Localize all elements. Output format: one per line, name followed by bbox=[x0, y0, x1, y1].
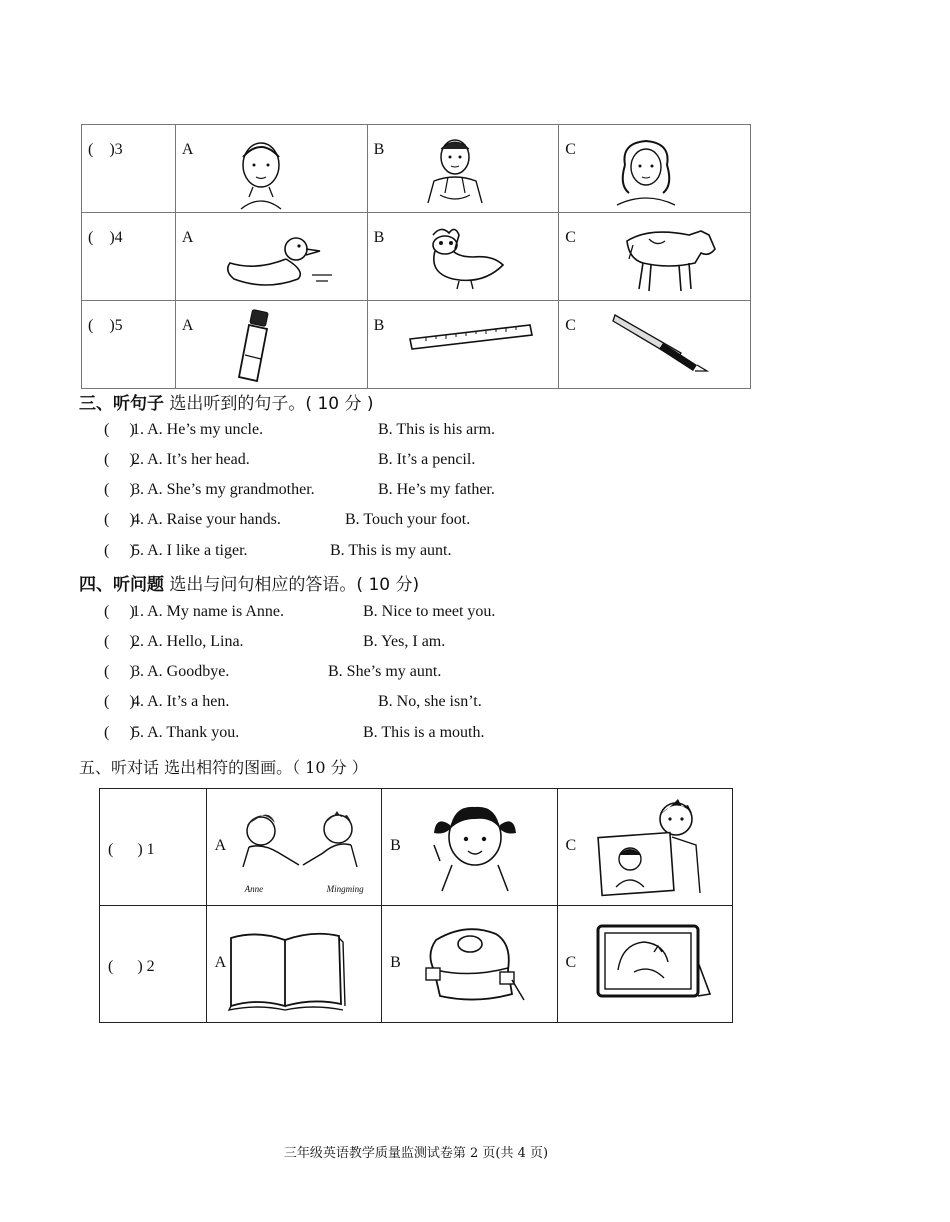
option-letter: C bbox=[565, 141, 576, 158]
answer-bracket[interactable]: ( ) bbox=[104, 451, 135, 468]
question-number: ( )5 bbox=[88, 317, 123, 334]
option-c[interactable] bbox=[559, 125, 751, 213]
option-a-text: 3. A. She’s my grandmother. bbox=[132, 481, 315, 498]
option-a-text: 3. A. Goodbye. bbox=[132, 663, 230, 680]
question-row bbox=[100, 789, 733, 906]
option-a-text: 4. A. It’s a hen. bbox=[132, 693, 230, 710]
option-a-text: 2. A. Hello, Lina. bbox=[132, 633, 244, 650]
cow-icon bbox=[619, 219, 719, 295]
question-row bbox=[82, 301, 751, 389]
option-a-text: 2. A. It’s her head. bbox=[132, 451, 250, 468]
option-b[interactable] bbox=[367, 213, 559, 301]
question-number: ( ) 2 bbox=[108, 958, 155, 975]
question-row bbox=[82, 213, 751, 301]
option-letter: C bbox=[565, 837, 577, 854]
option-letter: A bbox=[214, 837, 227, 854]
option-c[interactable] bbox=[557, 789, 732, 906]
duck-icon bbox=[216, 231, 336, 291]
option-a[interactable] bbox=[175, 213, 367, 301]
option-letter: B bbox=[373, 229, 385, 246]
answer-bracket[interactable]: ( ) bbox=[104, 663, 135, 680]
option-letter: C bbox=[565, 229, 576, 246]
answer-bracket[interactable]: ( ) bbox=[104, 481, 135, 498]
photo-frame-icon bbox=[594, 922, 714, 1002]
option-b-text: B. Touch your foot. bbox=[345, 511, 471, 528]
option-a[interactable] bbox=[175, 125, 367, 213]
schoolbag-icon bbox=[416, 920, 526, 1006]
option-a-text: 1. A. He’s my uncle. bbox=[132, 421, 264, 438]
option-a-text: 5. A. Thank you. bbox=[132, 724, 240, 741]
answer-bracket[interactable]: ( ) bbox=[104, 511, 135, 528]
doctor-portrait-icon bbox=[420, 133, 490, 205]
question-number: ( ) 1 bbox=[108, 841, 155, 858]
answer-bracket[interactable]: ( ) bbox=[104, 693, 135, 710]
option-letter: A bbox=[181, 141, 194, 158]
option-b-text: B. He’s my father. bbox=[378, 481, 495, 498]
question-row bbox=[100, 906, 733, 1023]
option-c[interactable] bbox=[559, 213, 751, 301]
section-title-listen-sentences: 三、听句子 选出听到的句子。( 10 分 ) bbox=[79, 394, 374, 414]
option-letter: B bbox=[373, 141, 385, 158]
option-letter: B bbox=[373, 317, 385, 334]
option-a[interactable] bbox=[175, 301, 367, 389]
open-book-icon bbox=[227, 928, 347, 1012]
answer-bracket[interactable]: ( ) bbox=[104, 542, 135, 559]
option-a[interactable] bbox=[206, 906, 381, 1023]
option-c[interactable] bbox=[557, 906, 732, 1023]
girl-waving-icon bbox=[430, 795, 520, 899]
caption-anne: Anne bbox=[244, 884, 264, 894]
option-letter: A bbox=[181, 317, 194, 334]
option-letter: B bbox=[390, 837, 401, 854]
option-letter: B bbox=[390, 954, 401, 971]
option-b-text: B. This is his arm. bbox=[378, 421, 496, 438]
option-b[interactable] bbox=[367, 125, 559, 213]
option-a[interactable] bbox=[206, 789, 381, 906]
section-title-listen-questions: 四、听问题 选出与问句相应的答语。( 10 分) bbox=[79, 575, 420, 595]
question-number: ( )4 bbox=[88, 229, 123, 246]
answer-bracket[interactable]: ( ) bbox=[104, 421, 135, 438]
answer-bracket[interactable]: ( ) bbox=[104, 724, 135, 741]
page-footer: 三年级英语教学质量监测试卷第 2 页(共 4 页) bbox=[283, 1146, 549, 1161]
pen-icon bbox=[611, 309, 711, 375]
option-letter: A bbox=[214, 954, 227, 971]
option-c[interactable] bbox=[559, 301, 751, 389]
option-b-text: B. Nice to meet you. bbox=[363, 603, 496, 620]
boy-portrait-icon bbox=[231, 135, 291, 210]
caption-mingming: Mingming bbox=[326, 884, 364, 894]
hen-icon bbox=[423, 221, 513, 291]
dialogue-picture-table bbox=[99, 788, 733, 1023]
option-a-text: 1. A. My name is Anne. bbox=[132, 603, 284, 620]
option-letter: C bbox=[565, 954, 577, 971]
option-letter: A bbox=[181, 229, 194, 246]
option-b-text: B. She’s my aunt. bbox=[328, 663, 442, 680]
picture-choice-table bbox=[81, 124, 751, 389]
option-b-text: B. This is my aunt. bbox=[330, 542, 452, 559]
answer-bracket[interactable]: ( ) bbox=[104, 633, 135, 650]
option-b[interactable] bbox=[382, 906, 557, 1023]
ruler-icon bbox=[406, 321, 536, 351]
option-b-text: B. Yes, I am. bbox=[363, 633, 446, 650]
question-row bbox=[82, 125, 751, 213]
option-a-text: 5. A. I like a tiger. bbox=[132, 542, 248, 559]
girl-portrait-icon bbox=[611, 135, 681, 207]
section-title-listen-dialogues: 五、听对话 选出相符的图画。（ 10 分 ） bbox=[79, 758, 368, 777]
option-letter: C bbox=[565, 317, 576, 334]
boy-with-photo-icon bbox=[596, 795, 706, 899]
question-number: ( )3 bbox=[88, 141, 123, 158]
option-b-text: B. It’s a pencil. bbox=[378, 451, 476, 468]
option-b[interactable] bbox=[367, 301, 559, 389]
option-a-text: 4. A. Raise your hands. bbox=[132, 511, 281, 528]
answer-bracket[interactable]: ( ) bbox=[104, 603, 135, 620]
handshake-icon bbox=[233, 807, 373, 887]
option-b[interactable] bbox=[382, 789, 557, 906]
option-b-text: B. This is a mouth. bbox=[363, 724, 485, 741]
glue-bottle-icon bbox=[231, 309, 281, 385]
option-b-text: B. No, she isn’t. bbox=[378, 693, 482, 710]
